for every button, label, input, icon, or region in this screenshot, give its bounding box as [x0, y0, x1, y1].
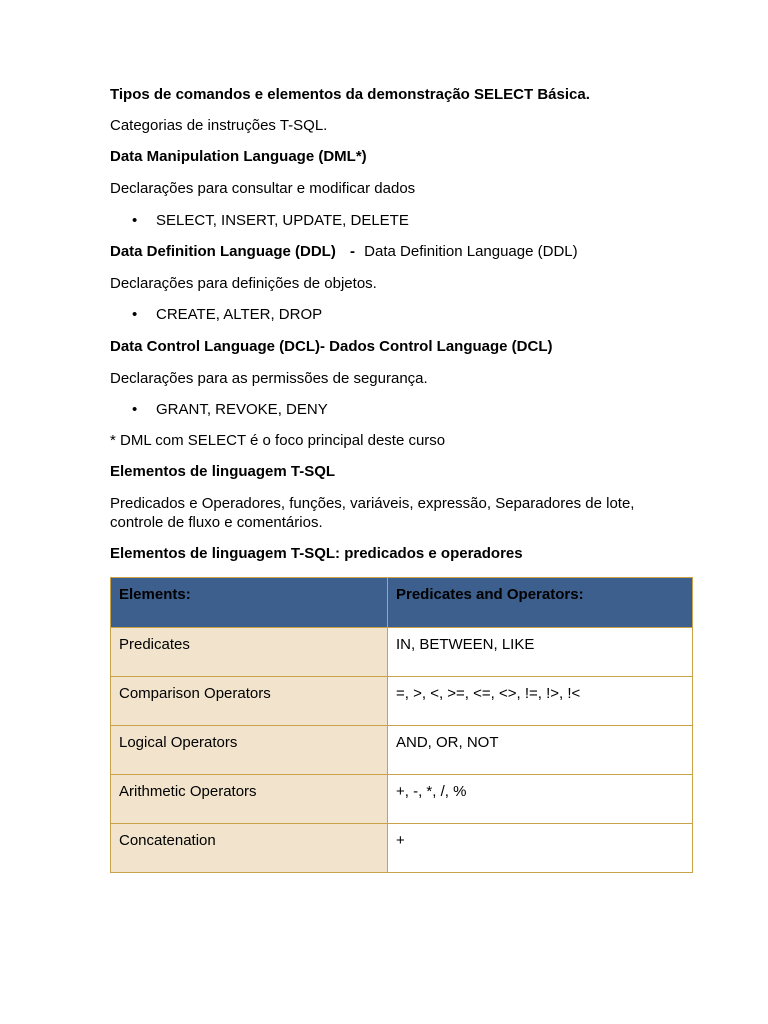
bullet-marker: • [132, 212, 138, 229]
ddl-description: Declarações para definições de objetos. [110, 275, 377, 292]
dcl-heading: Data Control Language (DCL)- Dados Control Language (DCL) [110, 338, 553, 355]
table-header-elements: Elements: [111, 578, 388, 628]
ddl-separator: - [350, 243, 355, 260]
categories-intro: Categorias de instruções T-SQL. [110, 117, 328, 134]
dml-heading: Data Manipulation Language (DML*) [110, 148, 367, 165]
bullet-marker: • [132, 306, 138, 323]
bullet-marker: • [132, 401, 138, 418]
dml-bullet-item: SELECT, INSERT, UPDATE, DELETE [156, 212, 409, 229]
table-row [111, 677, 693, 726]
table-header-row [111, 578, 693, 628]
dml-description: Declarações para consultar e modificar dados [110, 180, 416, 197]
table-row [111, 628, 693, 677]
table-cell-element: Concatenation [111, 824, 388, 873]
elements-heading: Elementos de linguagem T-SQL [110, 463, 336, 480]
ddl-heading-translation: Data Definition Language (DDL) [364, 243, 578, 260]
table-row [111, 775, 693, 824]
ddl-heading: Data Definition Language (DDL) [110, 243, 336, 260]
table-cell-operators: + [388, 824, 693, 873]
table-heading: Elementos de linguagem T-SQL: predicados e operadores [110, 545, 523, 562]
table-cell-element: Logical Operators [111, 726, 388, 775]
elements-description: Predicados e Operadores, funções, variáveis, expressão, Separadores de lote, controle de fluxo e comentários. [110, 495, 635, 531]
table-cell-operators: +, -, *, /, % [388, 775, 693, 824]
dcl-bullet-item: GRANT, REVOKE, DENY [156, 401, 328, 418]
table-cell-element: Comparison Operators [111, 677, 388, 726]
document-title: Tipos de comandos e elementos da demonstração SELECT Básica. [110, 86, 590, 103]
table-row [111, 726, 693, 775]
table-cell-element: Arithmetic Operators [111, 775, 388, 824]
table-cell-operators: AND, OR, NOT [388, 726, 693, 775]
footnote: * DML com SELECT é o foco principal deste curso [110, 432, 446, 449]
table-cell-operators: =, >, <, >=, <=, <>, !=, !>, !< [388, 677, 693, 726]
ddl-heading-line [110, 242, 578, 261]
table-cell-operators: IN, BETWEEN, LIKE [388, 628, 693, 677]
table-header-predicates: Predicates and Operators: [388, 578, 693, 628]
operators-table [110, 577, 693, 873]
dcl-description: Declarações para as permissões de segurança. [110, 370, 428, 387]
table-row [111, 824, 693, 873]
ddl-bullet-item: CREATE, ALTER, DROP [156, 306, 323, 323]
table-cell-element: Predicates [111, 628, 388, 677]
